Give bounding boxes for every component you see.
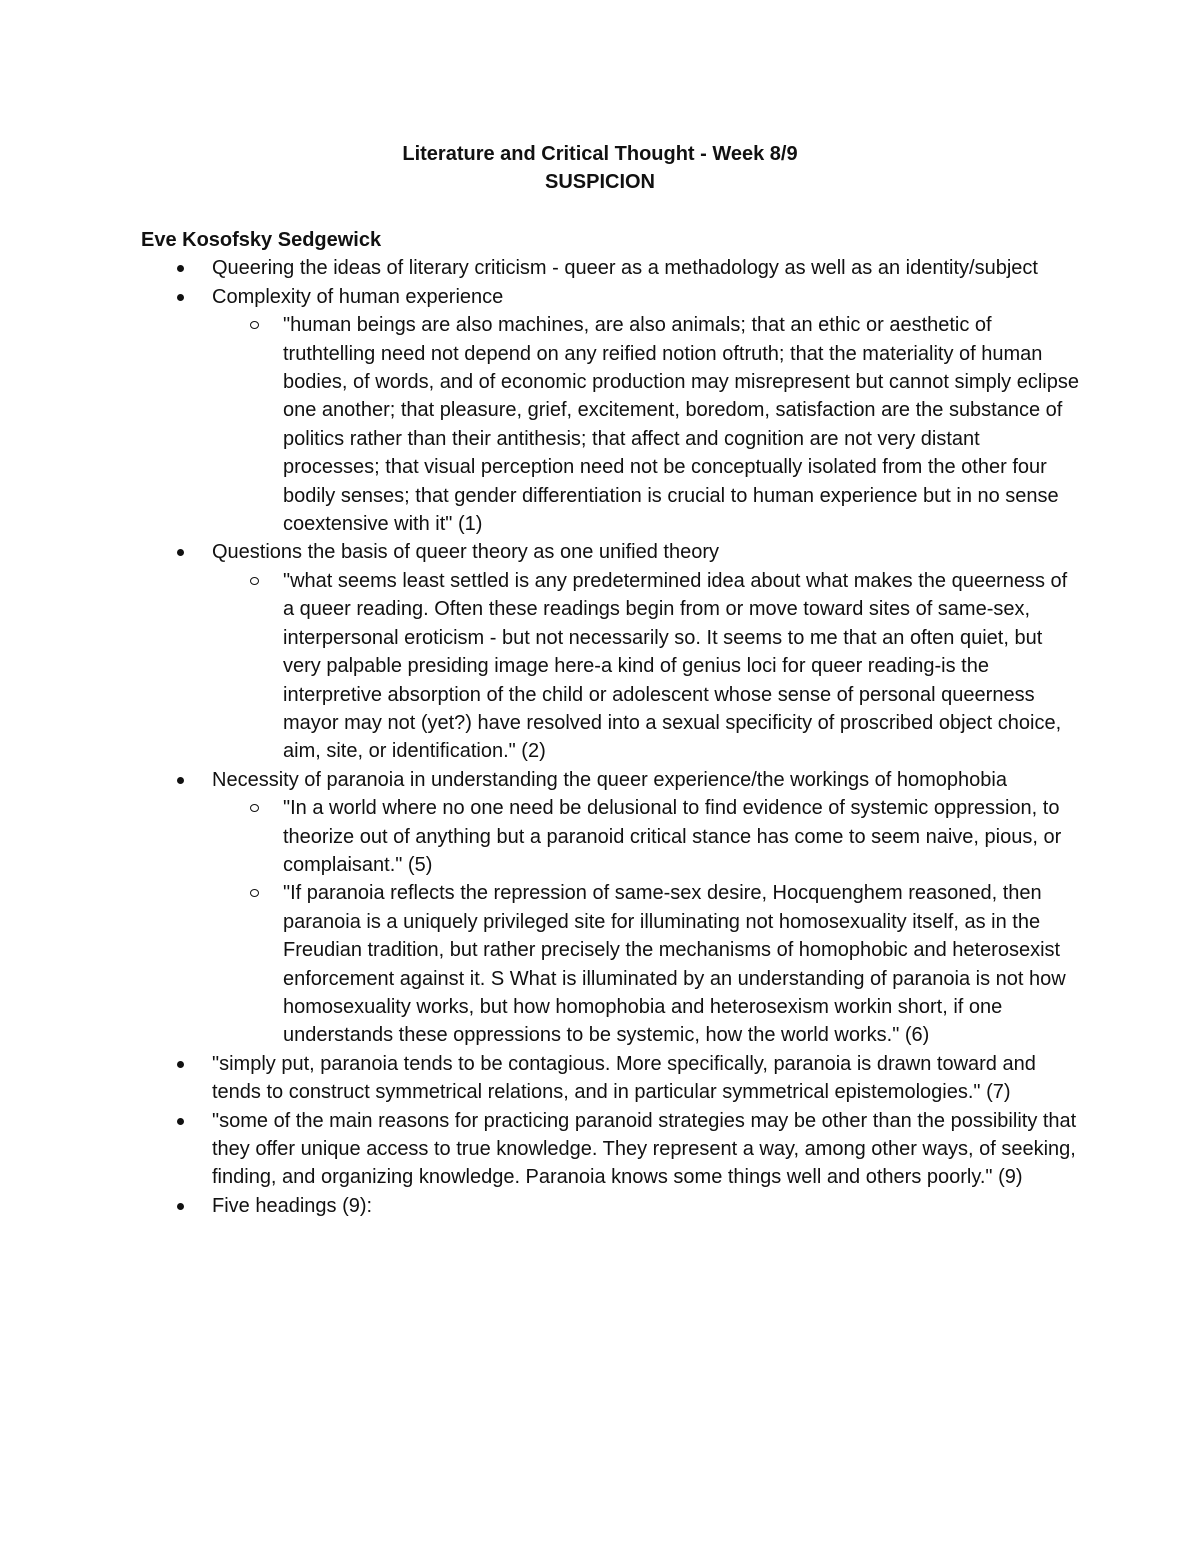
- list-item-text: Complexity of human experience: [212, 285, 504, 308]
- list-item-text: Five headings (9):: [212, 1194, 373, 1217]
- filled-bullet-icon: [177, 549, 184, 556]
- hollow-bullet-icon: [250, 577, 259, 585]
- list-item: [141, 254, 1081, 282]
- sub-list-item-text: "human beings are also machines, are also animals; that an ethic or aesthetic of truthtelling need not depend on any reified notion oftruth; that the materiality of human bodies, of words, and of economic production may misrepresent but cannot simply eclipse one another; that pleasure, grief, excitement, boredom, satisfaction are the substance of politics rather than their antithesis; that affect and cognition are not very distant processes; that visual perception need not be conceptually isolated from the other four bodily senses; that gender differentiation is crucial to human experience but in no sense coextensive with it" (1): [283, 314, 1079, 536]
- sub-bullet-list: [212, 311, 1081, 538]
- list-item-text: Queering the ideas of literary criticism - queer as a methadology as well as an identity/subject: [212, 257, 1038, 280]
- filled-bullet-icon: [177, 1061, 184, 1068]
- document-title: Literature and Critical Thought - Week 8/9: [402, 143, 798, 165]
- filled-bullet-icon: [177, 265, 184, 272]
- sub-list-item-text: "In a world where no one need be delusional to find evidence of systemic oppression, to theorize out of anything but a paranoid critical stance has come to seem naive, pious, or complaisant." (5): [283, 797, 1062, 876]
- bullet-list: [141, 254, 1081, 1220]
- list-item-text: "simply put, paranoia tends to be contagious. More specifically, paranoia is drawn toward and tends to construct symmetrical relations, and in particular symmetrical epistemologies." (7): [212, 1052, 1036, 1104]
- hollow-bullet-icon: [250, 804, 259, 812]
- section-heading: Eve Kosofsky Sedgewick: [141, 229, 382, 251]
- list-item: [141, 766, 1081, 1050]
- filled-bullet-icon: [177, 294, 184, 301]
- document-subtitle: SUSPICION: [544, 171, 656, 193]
- list-item-text: Questions the basis of queer theory as one unified theory: [212, 541, 719, 564]
- sub-list-item: [212, 311, 1081, 538]
- sub-list-item: [212, 879, 1081, 1049]
- sub-list-item: [212, 794, 1081, 879]
- filled-bullet-icon: [177, 1118, 184, 1125]
- list-item: [141, 283, 1081, 539]
- list-item: [141, 1192, 1081, 1220]
- filled-bullet-icon: [177, 777, 184, 784]
- list-item-text: Necessity of paranoia in understanding the queer experience/the workings of homophobia: [212, 768, 1007, 791]
- filled-bullet-icon: [177, 1203, 184, 1210]
- sub-bullet-list: [212, 794, 1081, 1050]
- sub-list-item: [212, 567, 1081, 766]
- sub-list-item-text: "If paranoia reflects the repression of same-sex desire, Hocquenghem reasoned, then paranoia is a uniquely privileged site for illuminating not homosexuality itself, as in the Freudian tradition, but rather precisely the mechanisms of homophobic and heterosexist enforcement against it. S What is illuminated by an understanding of paranoia is not how homosexuality works, but how homophobia and heterosexism workin short, if one understands these oppressions to be systemic, how the world works." (6): [283, 882, 1066, 1047]
- list-item-text: "some of the main reasons for practicing paranoid strategies may be other than the possibility that they offer unique access to true knowledge. They represent a way, among other ways, of seeking, finding, and organizing knowledge. Paranoia knows some things well and others poorly." (9): [212, 1109, 1077, 1189]
- hollow-bullet-icon: [250, 321, 259, 329]
- list-item: [141, 538, 1081, 765]
- section-sedgewick: [141, 226, 1081, 1220]
- hollow-bullet-icon: [250, 889, 259, 897]
- list-item: [141, 1107, 1081, 1192]
- list-item: [141, 1050, 1081, 1107]
- sub-bullet-list: [212, 567, 1081, 766]
- sub-list-item-text: "what seems least settled is any predetermined idea about what makes the queerness of a queer reading. Often these readings begin from or move toward sites of same-sex, interpersonal eroticism - but not necessarily so. It seems to me that an often quiet, but very palpable presiding image here-a kind of genius loci for queer reading-is the interpretive absorption of the child or adolescent whose sense of personal queerness mayor may not (yet?) have resolved into a sexual specificity of proscribed object choice, aim, site, or identification." (2): [283, 569, 1068, 763]
- title-block: [0, 140, 1200, 196]
